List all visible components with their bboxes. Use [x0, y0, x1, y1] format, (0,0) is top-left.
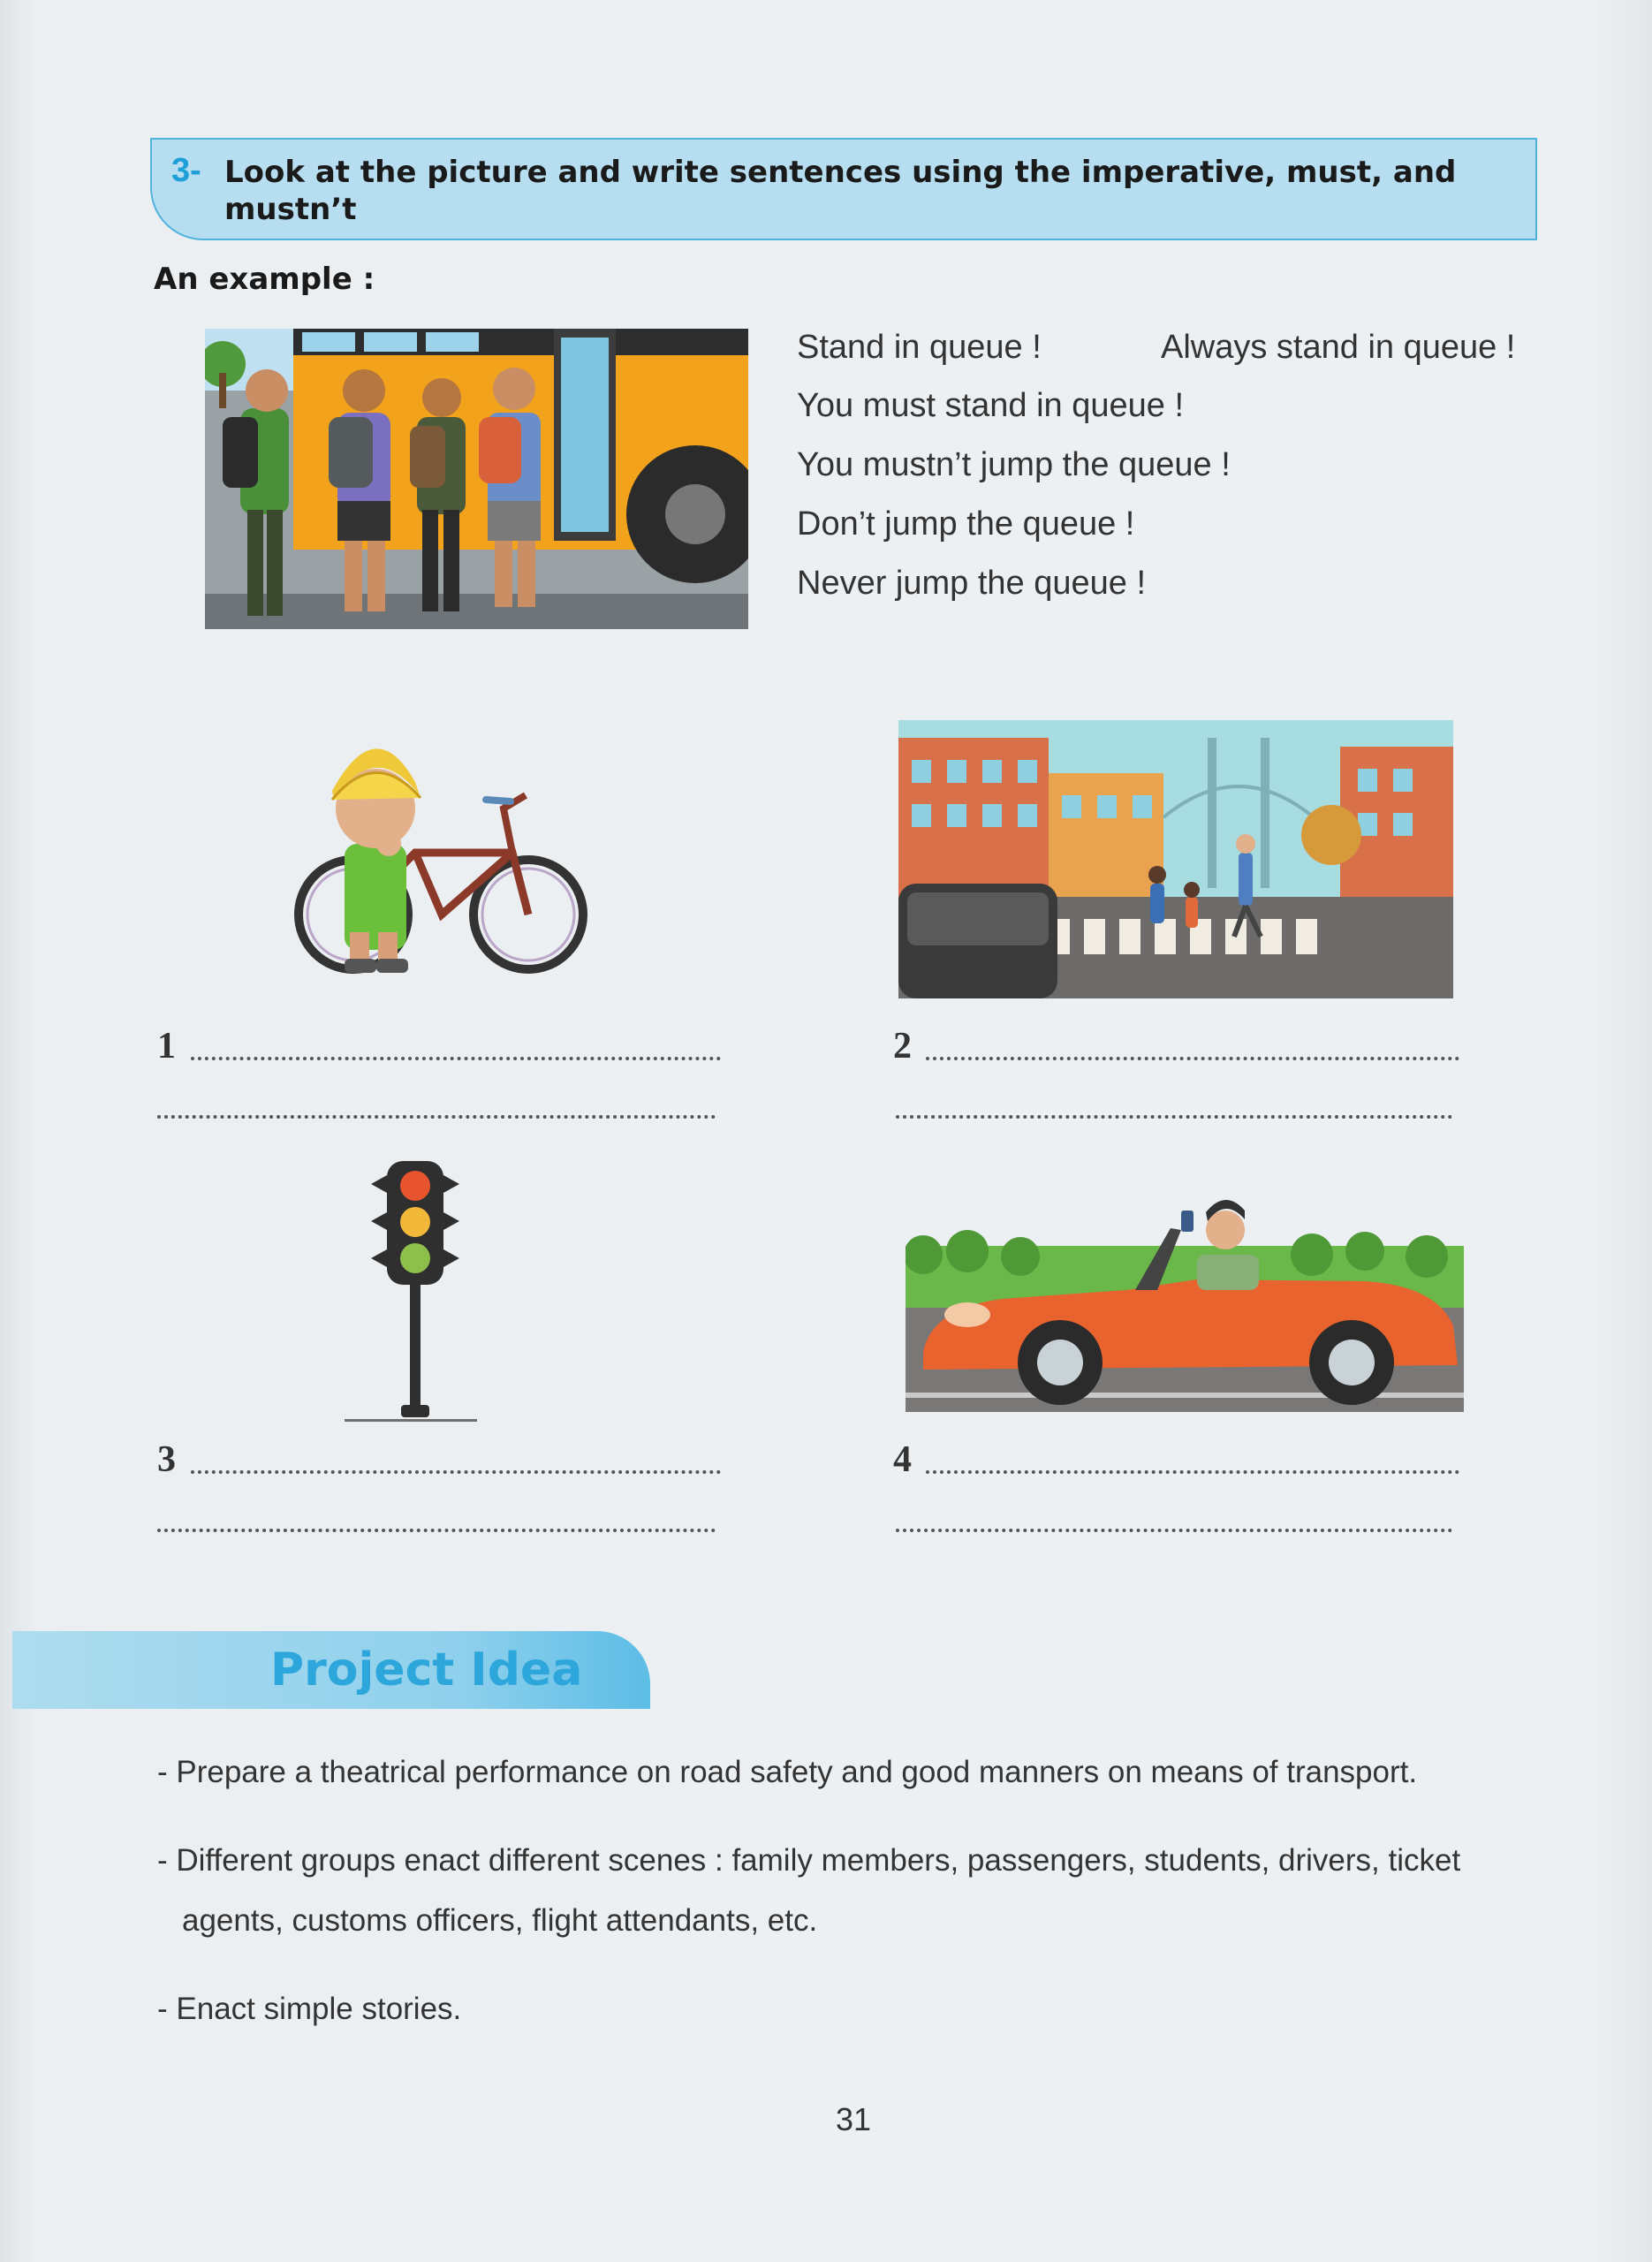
- task-4-number: 4: [893, 1439, 912, 1480]
- task-2-answer-line[interactable]: [926, 1057, 1459, 1060]
- task-2-answer-line[interactable]: [896, 1115, 1452, 1119]
- exercise-title: Look at the picture and write sentences using the imperative, must, and mustn’t: [224, 155, 1457, 227]
- example-sentence: Don’t jump the queue !: [797, 505, 1135, 543]
- task-1-answer-line[interactable]: [191, 1057, 721, 1060]
- task-4-answer-line[interactable]: [926, 1470, 1459, 1474]
- task-3-answer-line[interactable]: [191, 1470, 721, 1474]
- task-4-answer-line[interactable]: [896, 1529, 1452, 1532]
- example-sentence: You mustn’t jump the queue !: [797, 446, 1231, 483]
- task-3-picture-traffic-light: [345, 1158, 486, 1431]
- task-1-number: 1: [157, 1026, 176, 1066]
- project-item: agents, customs officers, flight attendants, etc.: [182, 1903, 818, 1938]
- page-number: 31: [836, 2101, 872, 2137]
- task-2-number: 2: [893, 1026, 912, 1066]
- task-1-answer-line[interactable]: [157, 1115, 716, 1119]
- project-item: - Prepare a theatrical performance on road safety and good manners on means of transport.: [157, 1755, 1418, 1789]
- project-item: - Different groups enact different scenes : family members, passengers, students, drivers, ticket: [157, 1843, 1461, 1878]
- example-sentence: You must stand in queue !: [797, 387, 1185, 424]
- example-sentence: Never jump the queue !: [797, 565, 1147, 602]
- task-1-picture-boy-bicycle: [292, 720, 601, 985]
- task-3-number: 3: [157, 1439, 176, 1480]
- example-sentence: Always stand in queue !: [1161, 329, 1516, 366]
- exercise-header: [150, 138, 1537, 240]
- example-sentence: Stand in queue !: [797, 329, 1042, 366]
- task-2-picture-zebra-crossing: [898, 720, 1453, 998]
- exercise-number: 3-: [171, 152, 201, 189]
- task-4-picture-driver-using-phone: [906, 1175, 1464, 1412]
- example-picture-bus-queue: [205, 329, 748, 629]
- task-3-answer-line[interactable]: [157, 1529, 716, 1532]
- example-label: An example :: [154, 262, 375, 297]
- project-item: - Enact simple stories.: [157, 1992, 462, 2026]
- project-idea-title: Project Idea: [270, 1643, 583, 1696]
